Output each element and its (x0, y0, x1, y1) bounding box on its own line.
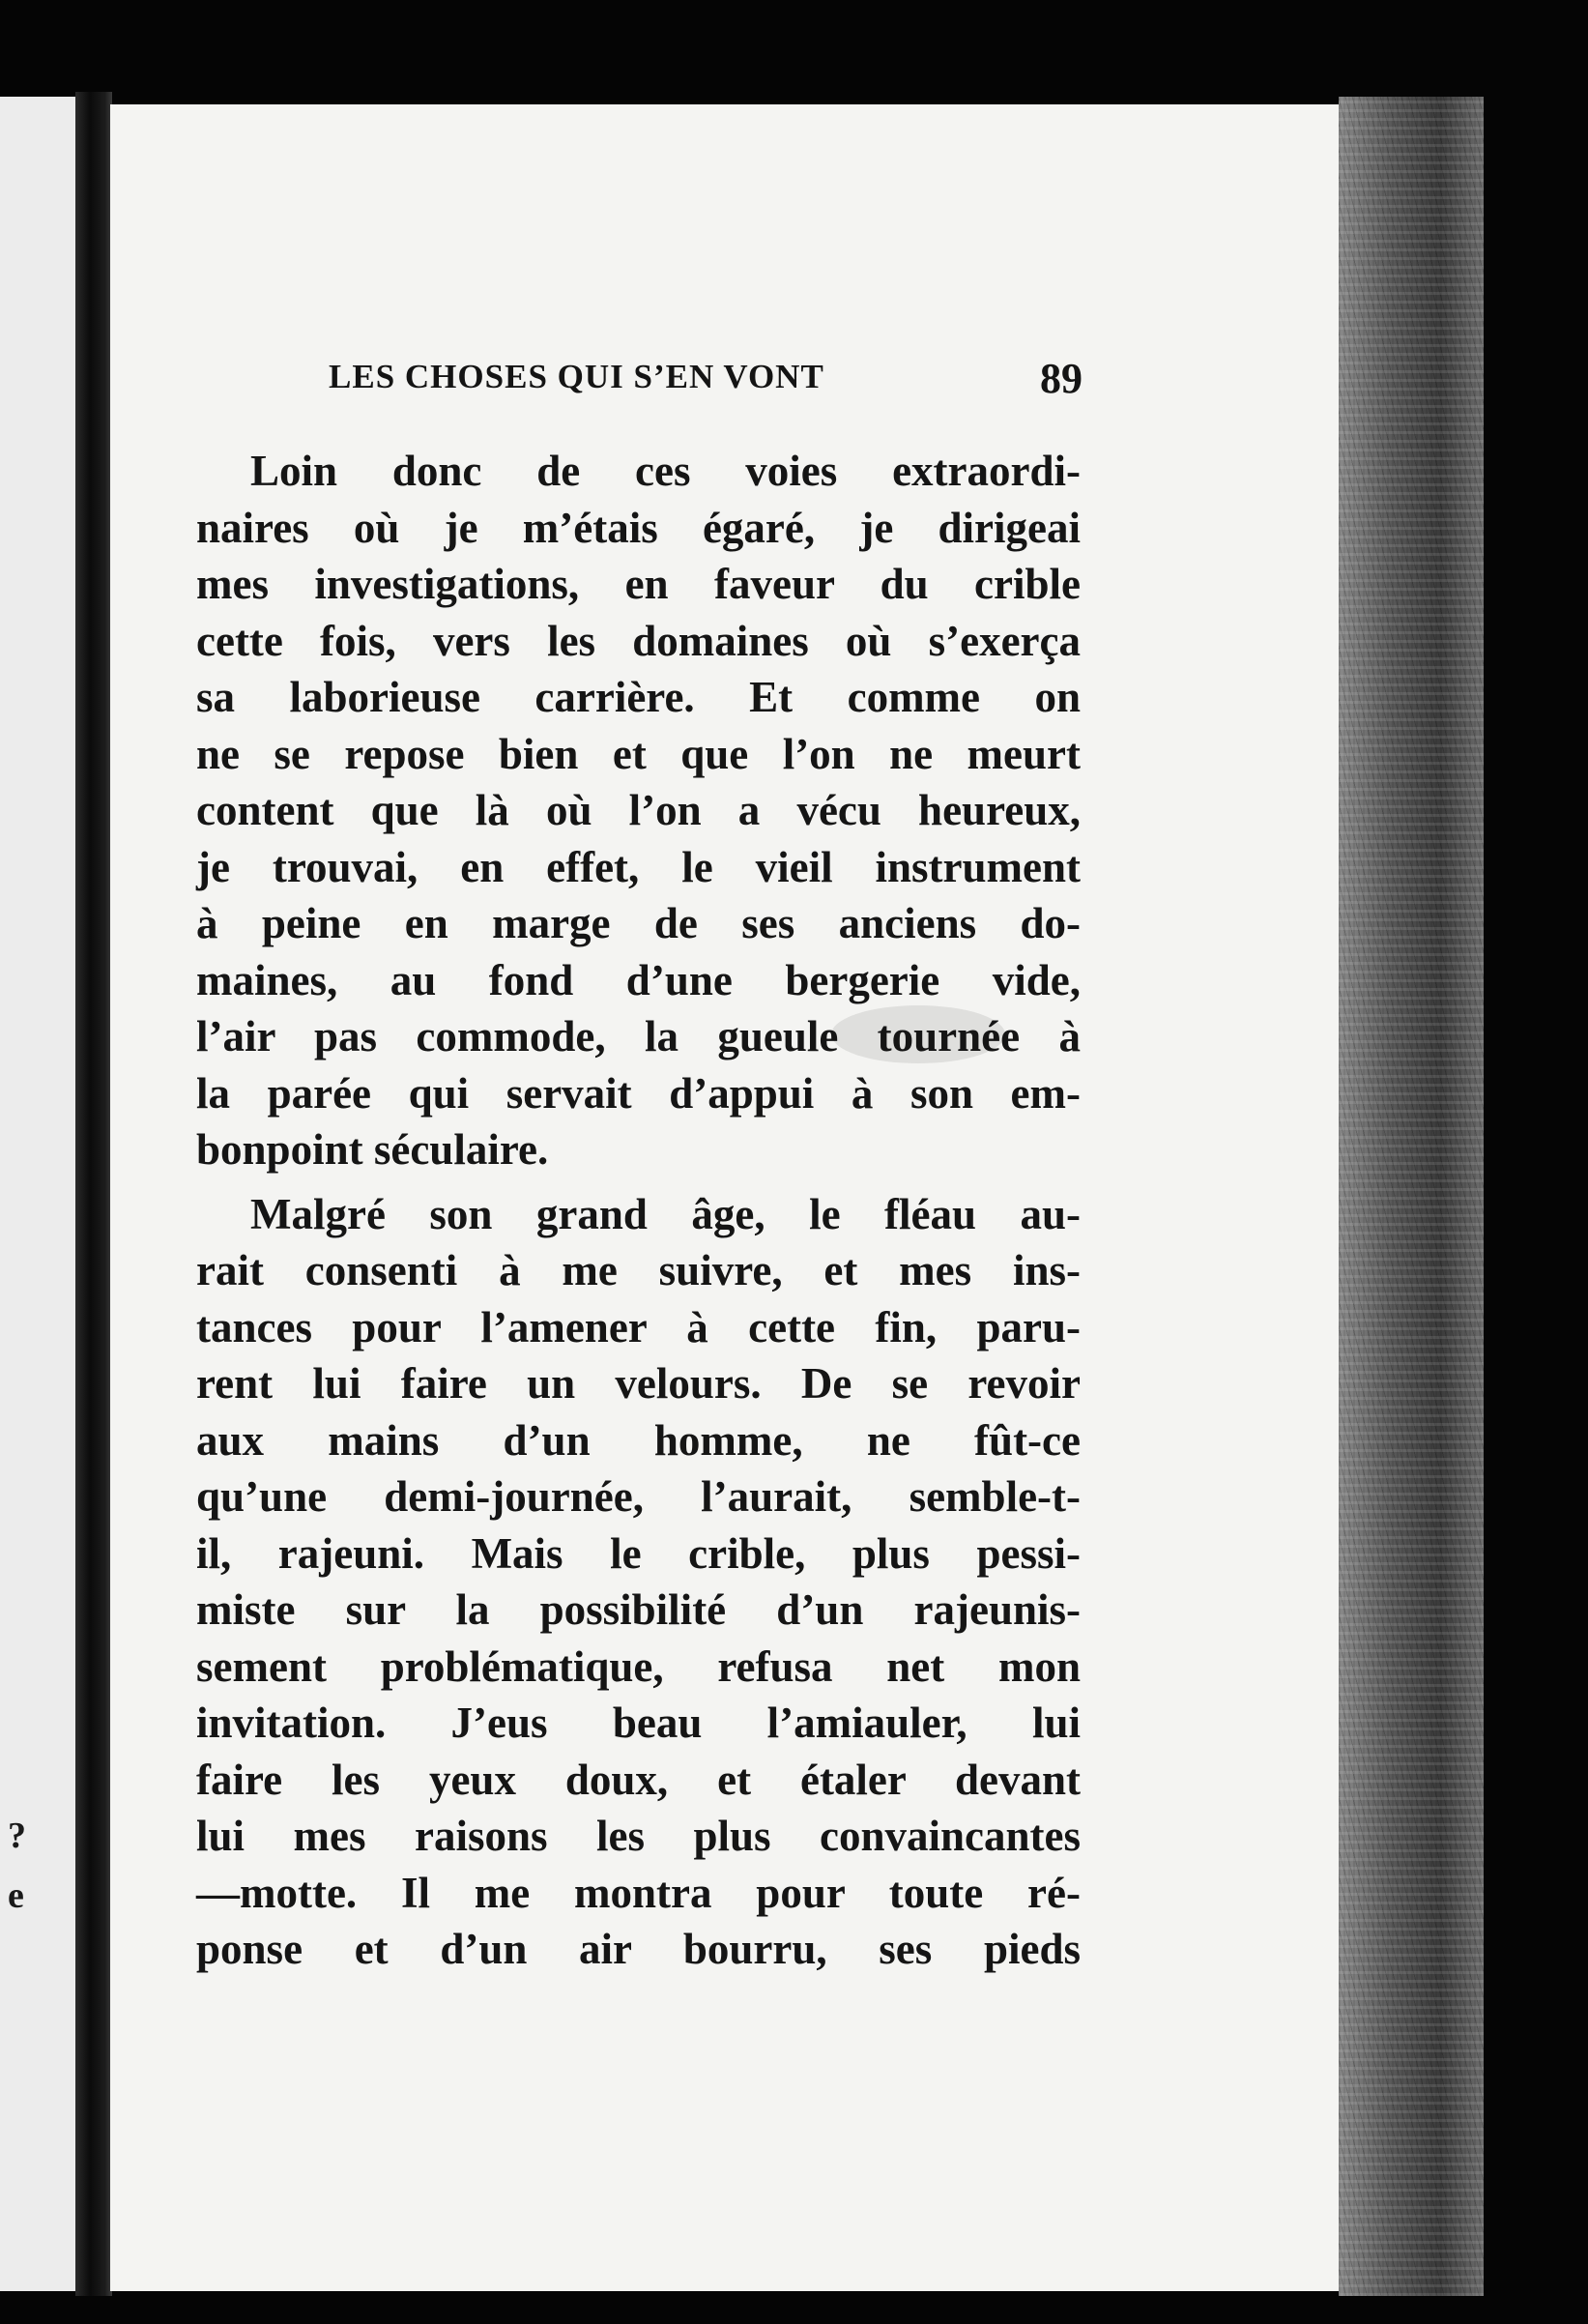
text-line: content que là où l’on a vécu heureux, (196, 786, 1081, 834)
text-line: mes investigations, en faveur du crible (196, 560, 1081, 608)
text-line: maines, au fond d’une bergerie vide, (196, 955, 1081, 1004)
body-text (196, 443, 1081, 1978)
previous-page-fragment: ? (8, 1816, 26, 1856)
page-number: 89 (1040, 355, 1083, 402)
text-line: naires où je m’étais égaré, je dirigeai (196, 503, 1081, 552)
text-line: à peine en marge de ses anciens do- (196, 899, 1081, 947)
text-line: rait consenti à me suivre, et mes ins- (196, 1246, 1081, 1294)
text-line: miste sur la possibilité d’un rajeunis- (196, 1585, 1081, 1634)
text-line: invitation. J’eus beau l’amiauler, lui (196, 1699, 1081, 1747)
text-line: il, rajeuni. Mais le crible, plus pessi- (196, 1528, 1081, 1578)
book-gutter (75, 92, 112, 2296)
text-line: qu’une demi-journée, l’aurait, semble-t- (196, 1472, 1081, 1521)
paragraph-2 (196, 1186, 1081, 1978)
text-line: —motte. Il me montra pour toute ré- (196, 1868, 1081, 1917)
text-line: ponse et d’un air bourru, ses pieds (196, 1925, 1081, 1973)
text-line: je trouvai, en effet, le vieil instrument (196, 842, 1081, 891)
text-line: l’air pas commode, la gueule tournée à (196, 1012, 1081, 1060)
text-line: sa laborieuse carrière. Et comme on (196, 673, 1081, 721)
text-line: la parée qui servait d’appui à son em- (196, 1068, 1081, 1118)
running-head (329, 355, 1083, 406)
text-line: Loin donc de ces voies extraordi- (250, 447, 1081, 495)
text-line: sement problématique, refusa net mon (196, 1641, 1081, 1691)
text-line: faire les yeux doux, et étaler devant (196, 1755, 1081, 1804)
text-line: lui mes raisons les plus convaincantes (196, 1812, 1081, 1860)
text-line: tances pour l’amener à cette fin, paru- (196, 1302, 1081, 1351)
text-line: rent lui faire un velours. De se revoir (196, 1359, 1081, 1408)
text-line: Malgré son grand âge, le fléau au- (250, 1189, 1081, 1238)
running-title: LES CHOSES QUI S’EN VONT (329, 358, 824, 395)
page-edge-speckled (1339, 97, 1484, 2296)
text-line: aux mains d’un homme, ne fût-ce (196, 1415, 1081, 1465)
text-line: bonpoint séculaire. (196, 1125, 549, 1174)
paragraph-gap (196, 1178, 1081, 1186)
text-line: cette fois, vers les domaines où s’exerça (196, 616, 1081, 665)
paragraph-1 (196, 443, 1081, 1178)
previous-page-edge (0, 97, 83, 2291)
previous-page-fragment: e (8, 1875, 24, 1916)
text-line: ne se repose bien et que l’on ne meurt (196, 729, 1081, 778)
